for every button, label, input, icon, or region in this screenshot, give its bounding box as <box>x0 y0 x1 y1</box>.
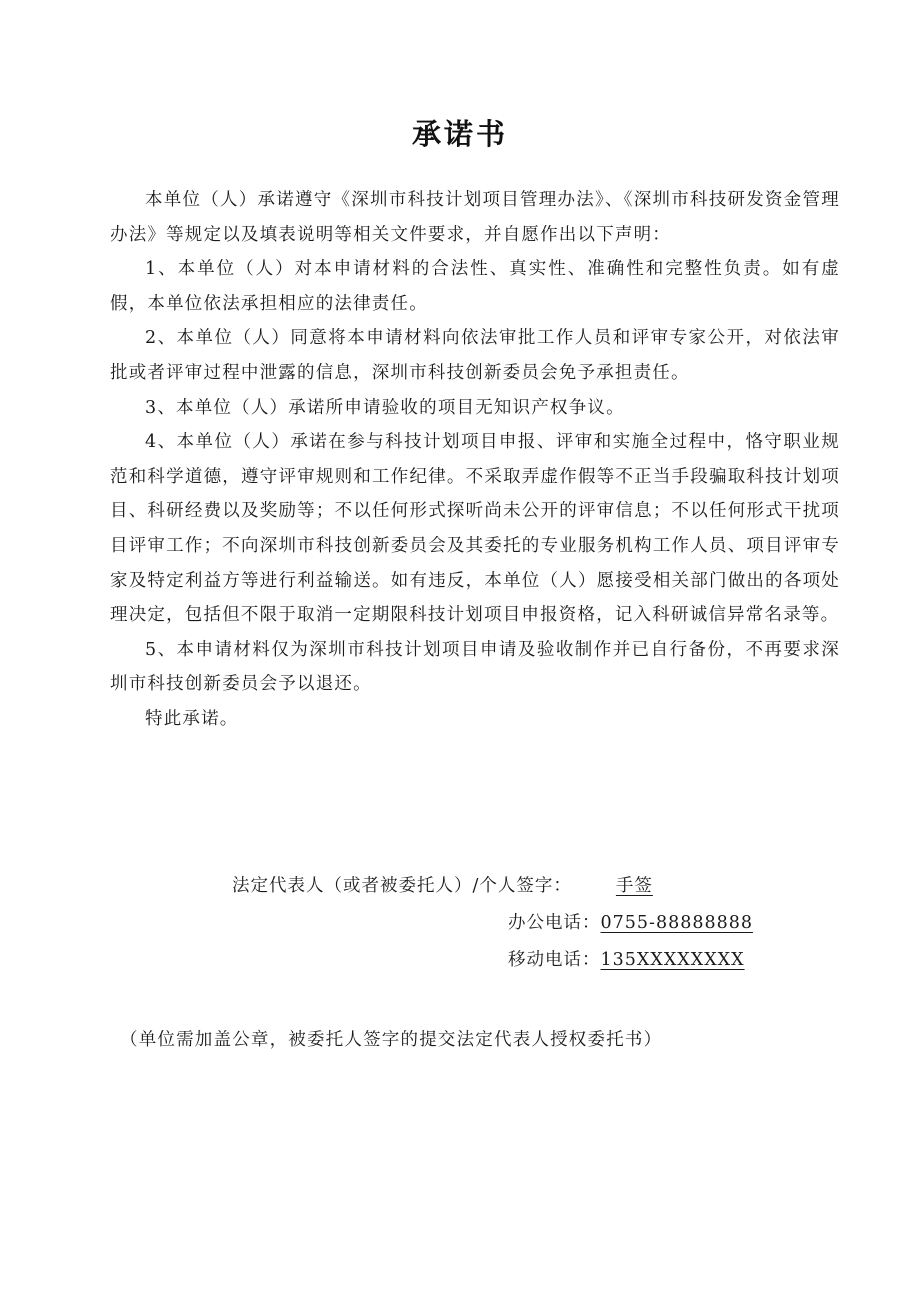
clause-1-paragraph: 1、本单位（人）对本申请材料的合法性、真实性、准确性和完整性负责。如有虚假，本单位依法承担相应的法律责任。 <box>110 259 840 314</box>
mobile-phone-label: 移动电话： <box>508 950 601 970</box>
intro-paragraph: 本单位（人）承诺遵守《深圳市科技计划项目管理办法》、《深圳市科技研发资金管理办法》等规定以及填表说明等相关文件要求，并自愿作出以下声明： <box>110 190 840 245</box>
signature-row <box>232 868 753 905</box>
office-phone-value: 0755-88888888 <box>600 913 754 933</box>
clause-2-paragraph: 2、本单位（人）同意将本申请材料向依法审批工作人员和评审专家公开，对依法审批或者评审过程中泄露的信息，深圳市科技创新委员会免予承担责任。 <box>110 328 840 383</box>
page-title: 承诺书 <box>411 117 508 151</box>
footnote: （单位需加盖公章，被委托人签字的提交法定代表人授权委托书） <box>120 1030 663 1050</box>
clause-3-paragraph: 3、本单位（人）承诺所申请验收的项目无知识产权争议。 <box>145 397 625 418</box>
office-phone-label: 办公电话： <box>508 913 601 933</box>
mobile-phone-value: 135XXXXXXXX <box>600 950 745 970</box>
signature-label: 法定代表人（或者被委托人）/个人签字： <box>232 876 572 896</box>
clause-4-paragraph: 4、本单位（人）承诺在参与科技计划项目申报、评审和实施全过程中，恪守职业规范和科学道德，遵守评审规则和工作纪律。不采取弄虚作假等不正当手段骗取科技计划项目、科研经费以及奖励等；不以任何形式探听尚未公开的评审信息；不以任何形式干扰项目评审工作；不向深圳市科技创新委员会及其委托的专业服务机构工作人员、项目评审专家及特定利益方等进行利益输送。如有违反，本单位（人）愿接受相关部门做出的各项处理决定，包括但不限于取消一定期限科技计划项目申报资格，记入科研诚信异常名录等。 <box>110 432 840 626</box>
commitment-body <box>110 183 840 737</box>
office-phone-row <box>232 905 753 942</box>
mobile-phone-row <box>232 942 753 979</box>
signature-block <box>232 868 753 979</box>
clause-5-paragraph: 5、本申请材料仅为深圳市科技计划项目申请及验收制作并已自行备份，不再要求深圳市科技创新委员会予以退还。 <box>110 639 840 695</box>
signature-value: 手签 <box>615 876 653 896</box>
closing-paragraph: 特此承诺。 <box>145 708 239 729</box>
